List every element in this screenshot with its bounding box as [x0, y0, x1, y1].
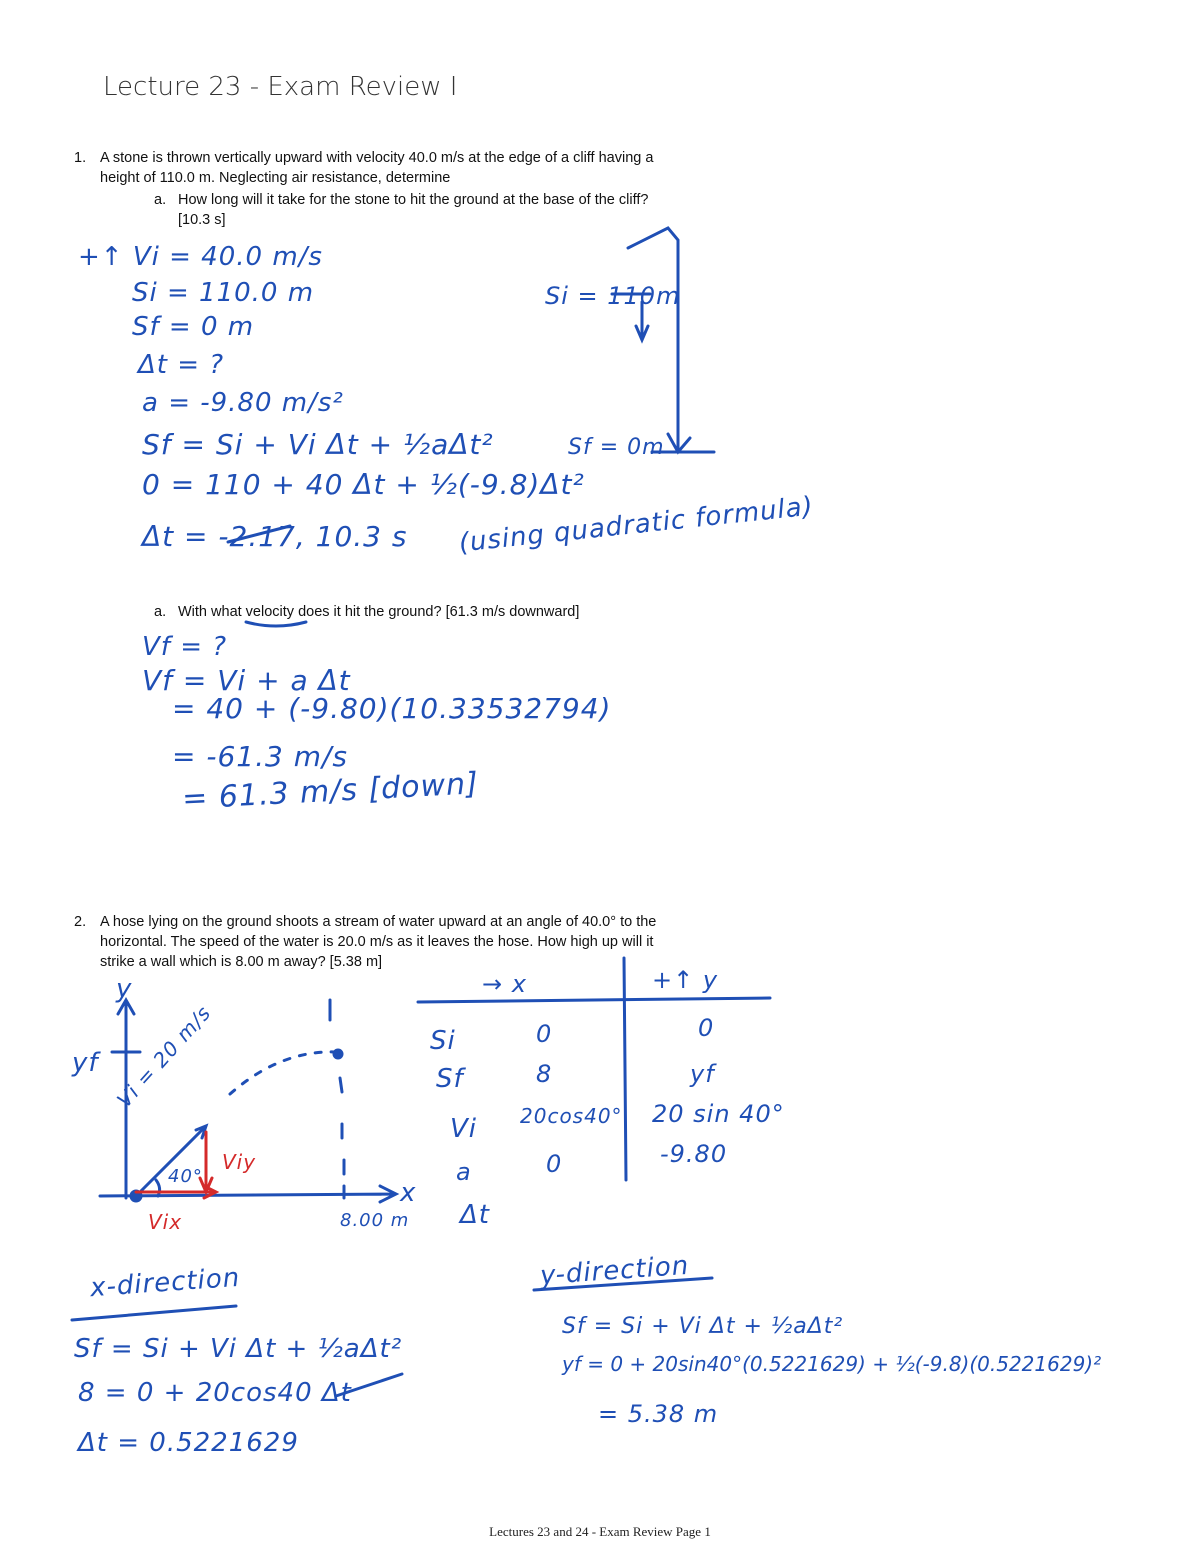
down-arrow	[636, 302, 648, 340]
hw-line: Sf = Si + Vi Δt + ½aΔt²	[562, 1314, 844, 1339]
table-cell: 0	[698, 1014, 715, 1042]
table-cell: 20cos40°	[520, 1104, 623, 1128]
question-number: 1.	[74, 150, 87, 166]
x-direction-heading: x-direction	[89, 1262, 242, 1304]
y-axis-line	[118, 1000, 134, 1198]
table-row-label: Vi	[450, 1114, 478, 1144]
x-axis-label: x	[400, 1178, 417, 1208]
question-text: strike a wall which is 8.00 m away? [5.38 m]	[100, 954, 383, 970]
hw-line: Δt = -2.17, 10.3 s	[142, 520, 408, 553]
part-answer: [10.3 s]	[178, 212, 226, 228]
hw-line: yf = 0 + 20sin40°(0.5221629) + ½(-9.8)(0.5221629)²	[562, 1352, 1102, 1376]
hw-line: a = -9.80 m/s²	[142, 388, 344, 418]
vix-label: Vix	[148, 1210, 183, 1234]
hw-line: Δt = 0.5221629	[78, 1428, 299, 1458]
table-cell: 0	[536, 1020, 553, 1048]
table-row-label: a	[456, 1158, 472, 1186]
table-cell: 8	[536, 1060, 553, 1088]
hw-line: Sf = 0 m	[132, 312, 255, 342]
y-heading-underline	[534, 1278, 712, 1290]
velocity-underline	[246, 622, 306, 626]
page-footer: Lectures 23 and 24 - Exam Review Page 1	[489, 1524, 711, 1539]
table-row-label: Sf	[436, 1064, 464, 1094]
cliff-bottom-label: Sf = 0m	[568, 435, 665, 460]
trajectory	[230, 1052, 336, 1094]
part-text: How long will it take for the stone to hit the ground at the base of the cliff?	[178, 192, 649, 208]
x-strike	[336, 1374, 402, 1396]
hw-line: 0 = 110 + 40 Δt + ½(-9.8)Δt²	[142, 468, 585, 501]
hw-line: Sf = Si + Vi Δt + ½aΔt²	[142, 428, 494, 461]
question-text: height of 110.0 m. Neglecting air resistance, determine	[100, 170, 451, 186]
yf-label: yf	[72, 1048, 99, 1078]
vi-vector	[136, 1128, 204, 1196]
cliff-top-label: Si = 110m	[545, 282, 681, 310]
part-label: a.	[154, 192, 167, 208]
hw-line: Vf = ?	[142, 632, 228, 662]
y-axis-label: y	[116, 974, 133, 1004]
angle-label: 40°	[168, 1166, 203, 1187]
table-row-label: Si	[430, 1026, 456, 1056]
part-label: a.	[154, 604, 167, 620]
angle-arc	[156, 1180, 160, 1196]
table-cell: 20 sin 40°	[652, 1100, 785, 1128]
hw-line: = 61.3 m/s [down]	[181, 766, 480, 817]
page-title: Lecture 23 - Exam Review I	[103, 72, 458, 102]
question-text: A hose lying on the ground shoots a stream of water upward at an angle of 40.0° to the	[100, 914, 657, 930]
question-number: 2.	[74, 914, 87, 930]
table-header-line	[418, 998, 770, 1002]
table-cell: yf	[690, 1060, 715, 1088]
viy-label: Viy	[222, 1150, 257, 1174]
hw-line: +↑ Vi = 40.0 m/s	[78, 242, 323, 272]
cliff-path	[628, 228, 678, 450]
hw-line: Vf = Vi + a Δt	[142, 664, 351, 697]
hw-line: = -61.3 m/s	[172, 740, 349, 773]
strike-line	[228, 526, 290, 542]
part-text: With what velocity does it hit the ground? [61.3 m/s downward]	[178, 604, 580, 620]
hw-line: Sf = Si + Vi Δt + ½aΔt²	[74, 1334, 403, 1364]
vi-label: Vi = 20 m/s	[112, 1000, 216, 1112]
table-divider	[624, 958, 626, 1180]
y-direction-heading: y-direction	[539, 1250, 691, 1292]
viy-vector	[200, 1132, 212, 1192]
distance-label: 8.00 m	[340, 1210, 410, 1231]
question-text: A stone is thrown vertically upward with velocity 40.0 m/s at the edge of a cliff having a	[100, 150, 654, 166]
table-cell: -9.80	[660, 1140, 728, 1168]
impact-point	[334, 1050, 342, 1058]
hw-note: (using quadratic formula)	[457, 491, 816, 559]
hw-line: = 5.38 m	[598, 1400, 719, 1428]
hw-line: Δt = ?	[138, 350, 225, 380]
table-cell: 0	[546, 1150, 563, 1178]
table-row-label: Δt	[460, 1200, 490, 1230]
question-text: horizontal. The speed of the water is 20.0 m/s as it leaves the hose. How high up will it	[100, 934, 654, 950]
hw-line: 8 = 0 + 20cos40 Δt	[78, 1378, 352, 1408]
wall-dashes	[330, 1000, 344, 1198]
table-col-y: +↑ y	[652, 966, 719, 994]
x-heading-underline	[72, 1306, 236, 1320]
table-col-x: → x	[482, 970, 527, 998]
hw-line: = 40 + (-9.80)(10.33532794)	[172, 692, 612, 725]
hw-line: Si = 110.0 m	[132, 278, 315, 308]
